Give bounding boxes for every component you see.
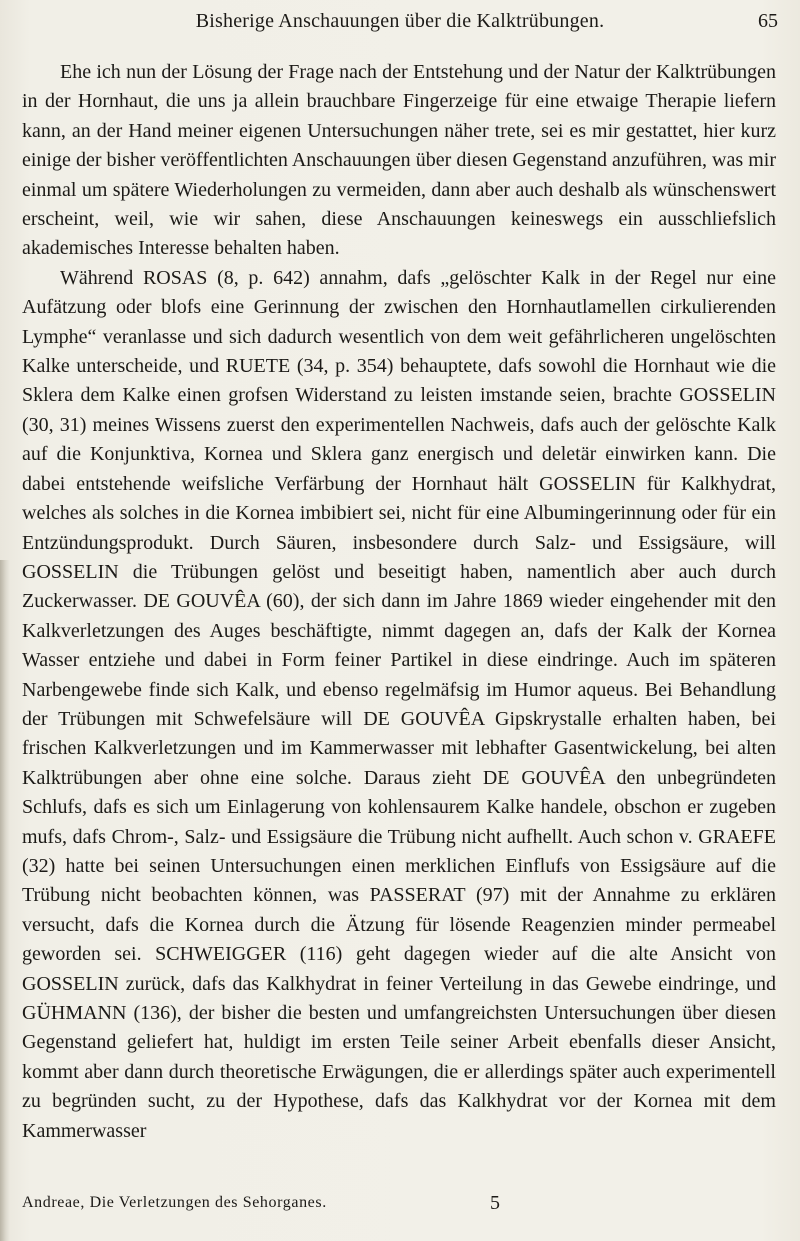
binding-shadow [0, 560, 10, 1241]
running-title: Bisherige Anschauungen über die Kalktrübungen. [195, 10, 605, 32]
footer-credit: Andreae, Die Verletzungen des Sehorganes. [22, 1194, 327, 1211]
signature-mark: 5 [490, 1192, 500, 1214]
paragraph-2: Während ROSAS (8, p. 642) annahm, dafs „gelöschter Kalk in der Regel nur eine Aufätzung oder blofs eine Gerinnung der zwischen den Hornhautlamellen cirkulierenden Lymphe“ veranlasse und sich dadurch wesentlich von dem weit gefährlicheren ungelöschten Kalke unterscheide, und RUETE (34, p. 354) behauptete, dafs sowohl die Hornhaut wie die Sklera dem Kalke einen grofsen Widerstand zu leisten imstande seien, brachte GOSSELIN (30, 31) meines Wissens zuerst den experimentellen Nachweis, dafs auch der gelöschte Kalk auf die Konjunktiva, Kornea und Sklera ganz energisch und deletär einwirken kann. Die dabei entstehende weifsliche Verfärbung der Hornhaut hält GOSSELIN für Kalkhydrat, welches als solches in die Kornea imbibiert sei, nicht für eine Albumingerinnung oder für ein Entzündungsprodukt. Durch Säuren, insbesondere durch Salz- und Essigsäure, will GOSSELIN die Trübungen gelöst und beseitigt haben, namentlich aber auch durch Zuckerwasser. DE GOUVÊA (60), der sich dann im Jahre 1869 wieder eingehender mit den Kalkverletzungen des Auges beschäftigte, nimmt dagegen an, dafs der Kalk der Kornea Wasser entziehe und dabei in Form feiner Partikel in diese eindringe. Auch im späteren Narbengewebe finde sich Kalk, und ebenso regelmäfsig im Humor aqueus. Bei Behandlung der Trübungen mit Schwefelsäure will DE GOUVÊA Gipskrystalle erhalten haben, bei frischen Kalkverletzungen und im Kammerwasser mit lebhafter Gasentwickelung, bei alten Kalktrübungen aber ohne eine solche. Daraus zieht DE GOUVÊA den unbegründeten Schlufs, dafs es sich um Einlagerung von kohlensaurem Kalke handele, obschon er zugeben mufs, dafs Chrom-, Salz- und Essigsäure die Trübung nicht aufhellt. Auch schon v. GRAEFE (32) hatte bei seinen Untersuchungen einen merklichen Einflufs von Essigsäure auf die Trübung nicht beobachten können, was PASSERAT (97) mit der Annahme zu erklären versucht, dafs die Kornea durch die Ätzung für lösende Reagenzien minder permeabel geworden sei. SCHWEIGGER (116) geht dagegen wieder auf die alte Ansicht von GOSSELIN zurück, dafs das Kalkhydrat in feiner Verteilung in das Gewebe eindringe, und GÜHMANN (136), der bisher die besten und umfangreichsten Untersuchungen über diesen Gegenstand geliefert hat, huldigt im ersten Teile seiner Arbeit ebenfalls dieser Ansicht, kommt aber dann durch theoretische Erwägungen, die er allerdings später auch experimentell zu begründen sucht, zu der Hypothese, dafs das Kalkhydrat vor der Kornea mit dem Kammerwasser [22, 266, 776, 1142]
page-footer [22, 1190, 776, 1216]
page-number: 65 [758, 10, 778, 32]
body-text [22, 58, 776, 1146]
paragraph-1: Ehe ich nun der Lösung der Frage nach der Entstehung und der Natur der Kalktrübungen in der Hornhaut, die uns ja allein brauchbare Fingerzeige für eine etwaige Therapie liefern kann, an der Hand meiner eigenen Untersuchungen näher trete, sei es mir gestattet, hier kurz einige der bisher veröffentlichten Anschauungen über diesen Gegenstand anzuführen, was mir einmal um spätere Wiederholungen zu vermeiden, dann aber auch deshalb als wünschenswert erscheint, weil, wie wir sahen, diese Anschauungen keineswegs ein ausschliefslich akademisches Interesse behalten haben. [22, 61, 776, 260]
running-head [0, 6, 800, 36]
